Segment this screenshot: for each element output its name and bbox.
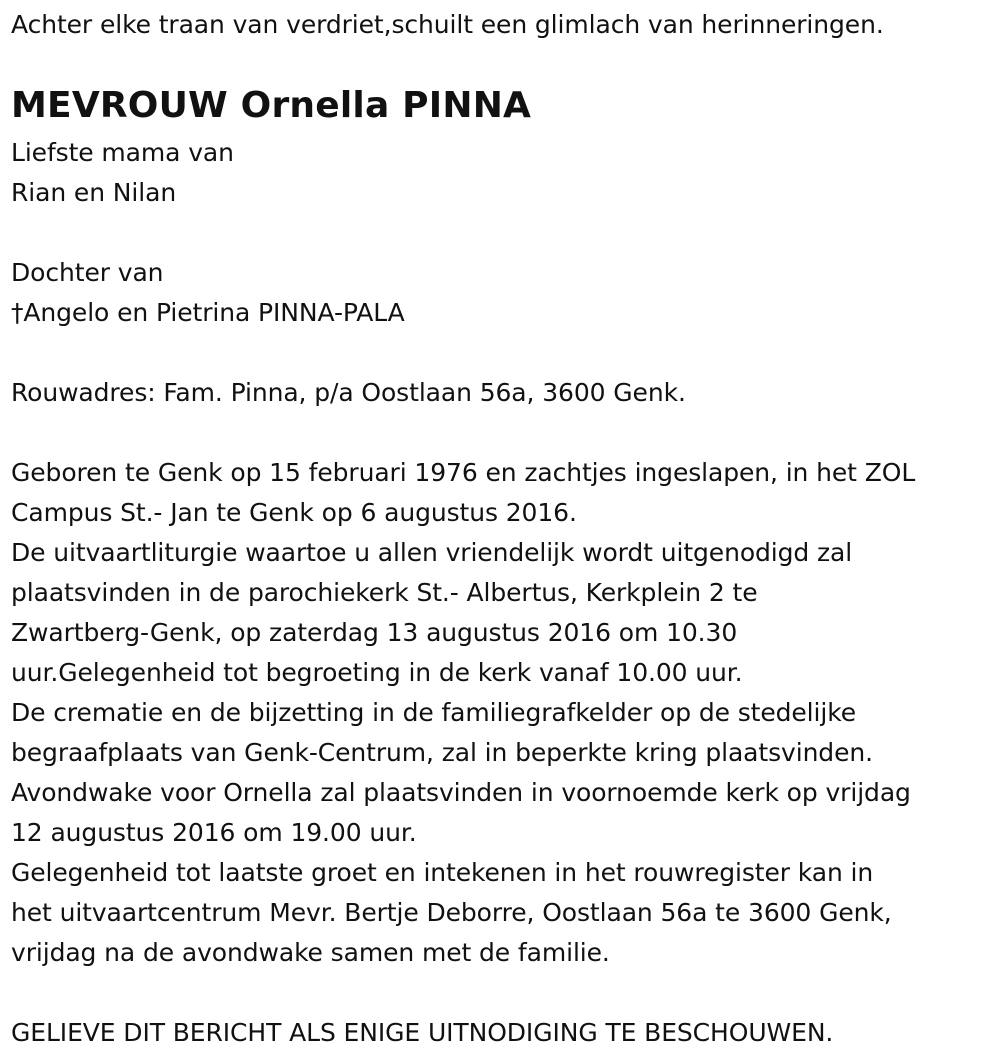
parents-names: Angelo en Pietrina PINNA-PALA [23,298,405,327]
funeral-details [11,453,915,973]
details-line: Avondwake voor Ornella zal plaatsvinden in voornoemde kerk op vrijdag [11,778,911,807]
details-line: uur.Gelegenheid tot begroeting in de kerk vanaf 10.00 uur. [11,658,743,687]
details-line: De uitvaartliturgie waartoe u allen vriendelijk wordt uitgenodigd zal [11,538,853,567]
mother-of-label: Liefste mama van [11,138,234,167]
mourning-address: Rouwadres: Fam. Pinna, p/a Oostlaan 56a, 3600 Genk. [11,378,686,407]
mourning-address-section [11,373,686,413]
parents-names-line [11,293,405,333]
details-line: plaatsvinden in de parochiekerk St.- Albertus, Kerkplein 2 te [11,578,758,607]
closing-section [11,1013,833,1053]
details-line: Gelegenheid tot laatste groet en intekenen in het rouwregister kan in [11,858,874,887]
parents-section [11,253,405,333]
children-names: Rian en Nilan [11,178,177,207]
cross-icon: † [11,298,24,327]
details-line: Campus St.- Jan te Genk op 6 augustus 2016. [11,498,577,527]
details-line: Zwartberg-Genk, op zaterdag 13 augustus 2016 om 10.30 [11,618,738,647]
details-line: het uitvaartcentrum Mevr. Bertje Deborre, Oostlaan 56a te 3600 Genk, [11,898,892,927]
details-line: Geboren te Genk op 15 februari 1976 en zachtjes ingeslapen, in het ZOL [11,458,916,487]
details-line: vrijdag na de avondwake samen met de familie. [11,938,610,967]
details-line: begraafplaats van Genk-Centrum, zal in beperkte kring plaatsvinden. [11,738,873,767]
deceased-name: MEVROUW Ornella PINNA [11,85,532,126]
details-line: De crematie en de bijzetting in de familiegrafkelder op de stedelijke [11,698,856,727]
children-section [11,133,234,213]
memorial-quote: Achter elke traan van verdriet,schuilt een glimlach van herinneringen. [11,10,884,39]
closing-notice: GELIEVE DIT BERICHT ALS ENIGE UITNODIGING TE BESCHOUWEN. [11,1018,834,1047]
daughter-of-label: Dochter van [11,258,164,287]
details-line: 12 augustus 2016 om 19.00 uur. [11,818,417,847]
